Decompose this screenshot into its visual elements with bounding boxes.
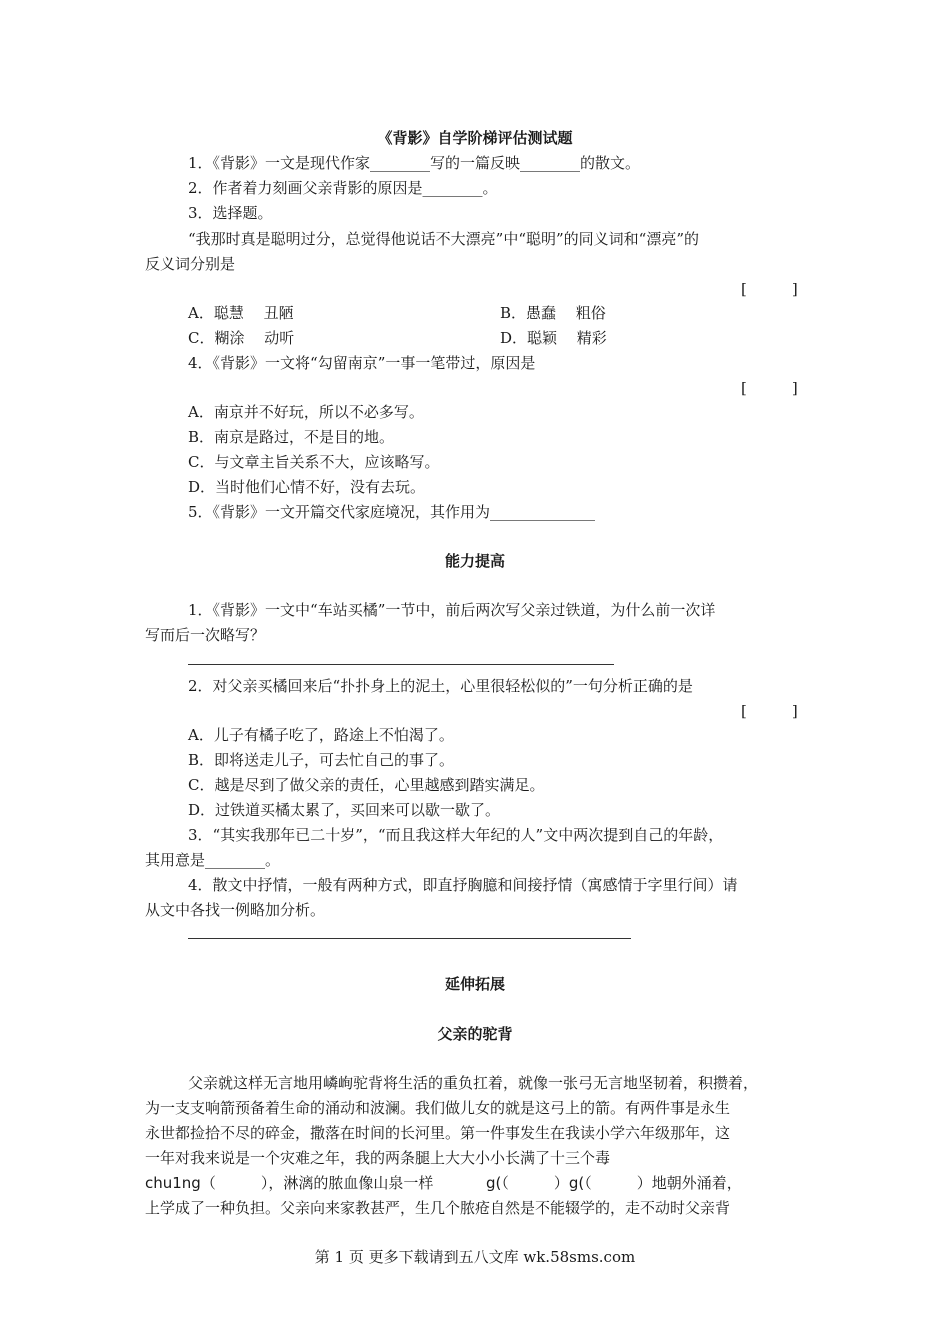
question-4-cont: 从文中各找一例略加分析。: [145, 901, 326, 919]
option-c: C．糊涂 动听: [188, 329, 295, 347]
question-1-cont: 写而后一次略写？: [145, 626, 266, 644]
paragraph-line: 父亲就这样无言地用嶙峋驼背将生活的重负扛着，就像一张弓无言地坚韧着，积攒着，: [188, 1074, 759, 1092]
option-d: D．过铁道买橘太累了，买回来可以歇一歇了。: [188, 801, 501, 819]
question-3-cont: 其用意是________。: [145, 851, 281, 869]
option-d: D．聪颖 精彩: [500, 329, 607, 347]
answer-bracket: [ ]: [741, 280, 798, 298]
option-b: B．南京是路过，不是目的地。: [188, 428, 395, 446]
option-a: A．聪慧 丑陋: [188, 304, 294, 322]
paragraph-line: 为一支支响箭预备着生命的涌动和波澜。我们做儿女的就是这弓上的箭。有两件事是永生: [145, 1099, 731, 1117]
paragraph-line: 一年对我来说是一个灾难之年，我的两条腿上大大小小长满了十三个毒: [145, 1149, 611, 1167]
paragraph-line: 永世都捡拾不尽的碎金，撒落在时间的长河里。第一件事发生在我读小学六年级那年，这: [145, 1124, 731, 1142]
question-1: 1．《背影》一文中“车站买橘”一节中，前后两次写父亲过铁道，为什么前一次详: [188, 601, 716, 619]
question-1: 1．《背影》一文是现代作家________写的一篇反映________的散文。: [188, 154, 641, 172]
question-5: 5．《背影》一文开篇交代家庭境况，其作用为______________: [188, 503, 596, 521]
question-2: 2．作者着力刻画父亲背影的原因是________。: [188, 179, 498, 197]
question-2: 2．对父亲买橘回来后“扑扑身上的泥土，心里很轻松似的”一句分析正确的是: [188, 677, 693, 695]
question-4: 4．散文中抒情，一般有两种方式，即直抒胸臆和间接抒情（寓感情于字里行间）请: [188, 876, 738, 894]
question-3: 3．“其实我那年已二十岁”，“而且我这样大年纪的人”文中两次提到自己的年龄，: [188, 826, 724, 844]
answer-line: [188, 664, 614, 665]
section-heading: 延伸拓展: [444, 975, 505, 993]
question-3-stem-cont: 反义词分别是: [145, 255, 236, 273]
question-4: 4．《背影》一文将“勾留南京”一事一笔带过，原因是: [188, 354, 536, 372]
question-3: 3．选择题。: [188, 204, 273, 222]
option-c: C．与文章主旨关系不大，应该略写。: [188, 453, 440, 471]
paragraph-line: chu1ng（ ），淋漓的脓血像山泉一样: [145, 1174, 434, 1192]
option-a: A．南京并不好玩，所以不必多写。: [188, 403, 424, 421]
question-3-stem: “我那时真是聪明过分，总觉得他说话不大漂亮”中“聪明”的同义词和“漂亮”的: [188, 230, 700, 248]
page-footer: 第 1 页 更多下载请到五八文库 wk.58sms.com: [314, 1248, 636, 1266]
option-c: C．越是尽到了做父亲的责任，心里越感到踏实满足。: [188, 776, 545, 794]
article-title: 父亲的驼背: [437, 1025, 513, 1043]
answer-line: [188, 938, 631, 939]
option-b: B．即将送走儿子，可去忙自己的事了。: [188, 751, 455, 769]
option-b: B．愚蠢 粗俗: [500, 304, 606, 322]
section-heading: 能力提高: [444, 552, 505, 570]
option-a: A．儿子有橘子吃了，路途上不怕渴了。: [188, 726, 454, 744]
answer-bracket: [ ]: [741, 702, 798, 720]
paragraph-line: 上学成了一种负担。父亲向来家教甚严，生几个脓疮自然是不能辍学的，走不动时父亲背: [145, 1199, 731, 1217]
option-d: D．当时他们心情不好，没有去玩。: [188, 478, 426, 496]
answer-bracket: [ ]: [741, 379, 798, 397]
paragraph-line: g(（ ）g(（ ）地朝外涌着，: [486, 1174, 742, 1192]
page-title: 《背影》自学阶梯评估测试题: [377, 129, 573, 147]
